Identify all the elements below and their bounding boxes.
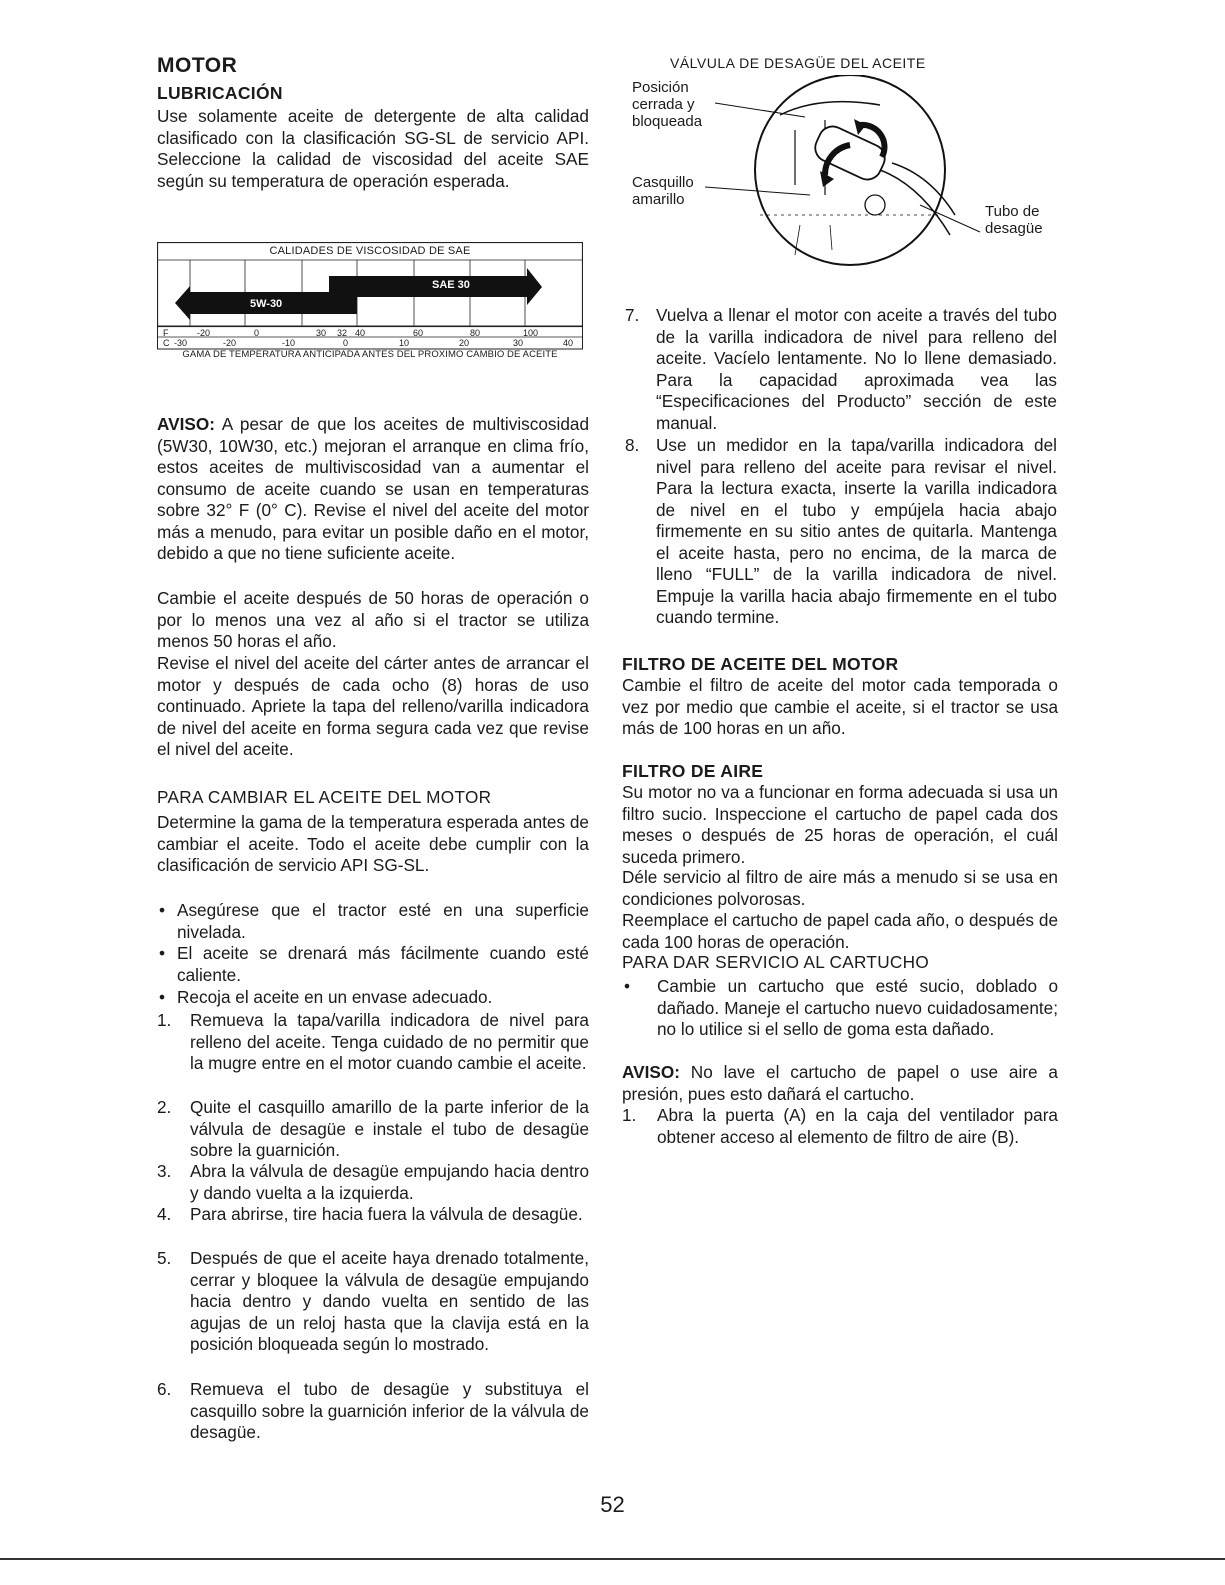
f-tick: -20 [197,328,211,338]
label-tubo: Tubo de desagüe [985,203,1043,237]
filtro-aceite-text: Cambie el filtro de aceite del motor cada temporada o vez por medio que cambie el aceite, si el tractor se usa más de 100 horas en un año. [622,675,1058,738]
aviso-label: AVISO: [157,414,215,434]
c-tick: 40 [563,338,574,348]
bullet-item: • El aceite se drenará más fácilmente cuando esté caliente. [159,943,589,985]
c-label: C [163,338,170,348]
f-tick: 32 [337,328,348,338]
bullet-item: • Recoja el aceite en un envase adecuado. [159,987,493,1007]
change-oil-heading: PARA CAMBIAR EL ACEITE DEL MOTOR [157,787,492,807]
c-tick: 30 [513,338,524,348]
step-item: 6. Remueva el tubo de desagüe y substituya el casquillo sobre la guarnición inferior de la válvula de desagüe. [157,1379,589,1442]
f-tick: 40 [355,328,366,338]
step-item: 8. Use un medidor en la tapa/varilla indicadora del nivel para relleno del aceite para revisar el nivel. Para la lectura exacta, inserte la varilla indicadora de nivel en el tubo y empújela hacia abajo firmemente en su sitio antes de quitarla. Mantenga el aceite hasta, pero no encima, de la marca de lleno “FULL” de la varilla indicadora de nivel. Empuje la varilla hacia abajo firmemente en el tubo cuando termine. [625,435,1057,627]
page-number: 52 [600,1492,625,1517]
chart-footer-text: GAMA DE TEMPERATURA ANTICIPADA ANTES DEL PROXIMO CAMBIO DE ACEITE [182,349,558,360]
step-item: 2. Quite el casquillo amarillo de la parte inferior de la válvula de desagüe e instale el tubo de desagüe sobre la guarnición. [157,1097,589,1160]
step-item: 7. Vuelva a llenar el motor con aceite a través del tubo de la varilla indicadora de nivel para relleno del aceite. Vacíelo lentamente. No lo llene demasiado. Para la capacidad aproximada vea las “Especificaciones del Producto” sección de este manual. [625,305,1057,433]
f-tick: 100 [523,328,539,338]
aviso-label: AVISO: [622,1062,680,1082]
c-tick: -20 [223,338,237,348]
filtro-aire-p1: Su motor no va a funcionar en forma adecuada si usa un filtro sucio. Inspeccione el cartucho de papel cada dos meses o después de 25 horas de operación, el cuál suceda primero. [622,782,1058,867]
step-item: 1. Remueva la tapa/varilla indicadora de nivel para relleno del aceite. Tenga cuidado de no permitir que la mugre entre en el motor cuando cambie el aceite. [157,1010,589,1073]
c-tick: 20 [459,338,470,348]
f-tick: 80 [470,328,481,338]
filtro-aire-p2: Déle servicio al filtro de aire más a menudo si se usa en condiciones polvorosas. [622,867,1058,909]
f-label: F [163,328,169,338]
service-heading: PARA DAR SERVICIO AL CARTUCHO [622,952,930,972]
intro-paragraph: Use solamente aceite de detergente de alta calidad clasificado con la clasificación SG-SL de servicio API. Seleccione la calidad de viscosidad del aceite SAE según su temperatura de operación esperada. [157,106,589,191]
heading-filtro-aire: FILTRO DE AIRE [622,761,764,781]
step-item: 4. Para abrirse, tire hacia fuera la válvula de desagüe. [157,1204,583,1224]
change-oil-intro: Determine la gama de la temperatura esperada antes de cambiar el aceite. Todo el aceite debe cumplir con la clasificación de servicio API SG-SL. [157,812,589,875]
paragraph-change-50h: Cambie el aceite después de 50 horas de operación o por lo menos una vez al año si el tractor se utiliza menos 50 horas el año. [157,588,589,651]
figure-title: VÁLVULA DE DESAGÜE DEL ACEITE [670,55,926,71]
bullet-item: • Cambie un cartucho que esté sucio, doblado o dañado. Maneje el cartucho nuevo cuidadosamente; no lo utilice si el sello de goma esta dañado. [624,976,1058,1039]
f-tick: 30 [316,328,327,338]
filtro-aire-p3: Reemplace el cartucho de papel cada año, o después de cada 100 horas de operación. [622,910,1058,952]
chart-label-sae30: SAE 30 [432,279,470,291]
bullet-item: • Asegúrese que el tractor esté en una superficie nivelada. [159,900,589,942]
c-tick: -10 [282,338,296,348]
paragraph-check-level: Revise el nivel del aceite del cárter antes de arrancar el motor y después de cada ocho (8) horas de uso continuado. Apriete la tapa del relleno/varilla indicadora de nivel del aceite en forma segura cada vez que revise el nivel del aceite. [157,653,589,759]
step-item: 3. Abra la válvula de desagüe empujando hacia dentro y dando vuelta a la izquierda. [157,1161,589,1203]
aviso-paragraph [157,414,589,565]
chart-title: CALIDADES DE VISCOSIDAD DE SAE [269,245,471,257]
c-tick: -30 [174,338,188,348]
f-tick: 0 [254,328,260,338]
c-tick: 0 [343,338,349,348]
aviso-text: No lave el cartucho de papel o use aire a presión, pues esto dañará el cartucho. [622,1062,1058,1104]
f-tick: 60 [413,328,424,338]
aviso-text: A pesar de que los aceites de multiviscosidad (5W30, 10W30, etc.) mejoran el arranque en clima frío, estos aceites de multiviscosidad van a aumentar el consumo de aceite cuando se usan en temperaturas sobre 32° F (0° C). Revise el nivel del aceite del motor más a menudo, para evitar un posible daño en el motor, debido a que no tiene suficiente aceite. [157,414,589,563]
label-posicion: Posición cerrada y bloqueada [632,79,703,130]
section-heading-motor: MOTOR [157,54,238,77]
heading-filtro-aceite: FILTRO DE ACEITE DEL MOTOR [622,654,899,674]
c-tick: 10 [399,338,410,348]
aviso-paragraph-right [622,1062,1058,1105]
page-bottom-rule [0,1558,1225,1560]
step-item: 5. Después de que el aceite haya drenado totalmente, cerrar y bloquee la válvula de desagüe empujando hacia dentro y dando vuelta en sentido de las agujas de un reloj hasta que la clavija está en la posición bloqueada según lo mostrado. [157,1248,589,1354]
subheading-lubricacion: LUBRICACIÓN [157,83,283,103]
chart-label-5w30: 5W-30 [250,298,283,310]
step-item: 1. Abra la puerta (A) en la caja del ventilador para obtener acceso al elemento de filtro de aire (B). [622,1105,1058,1147]
label-casquillo: Casquillo amarillo [632,174,694,208]
